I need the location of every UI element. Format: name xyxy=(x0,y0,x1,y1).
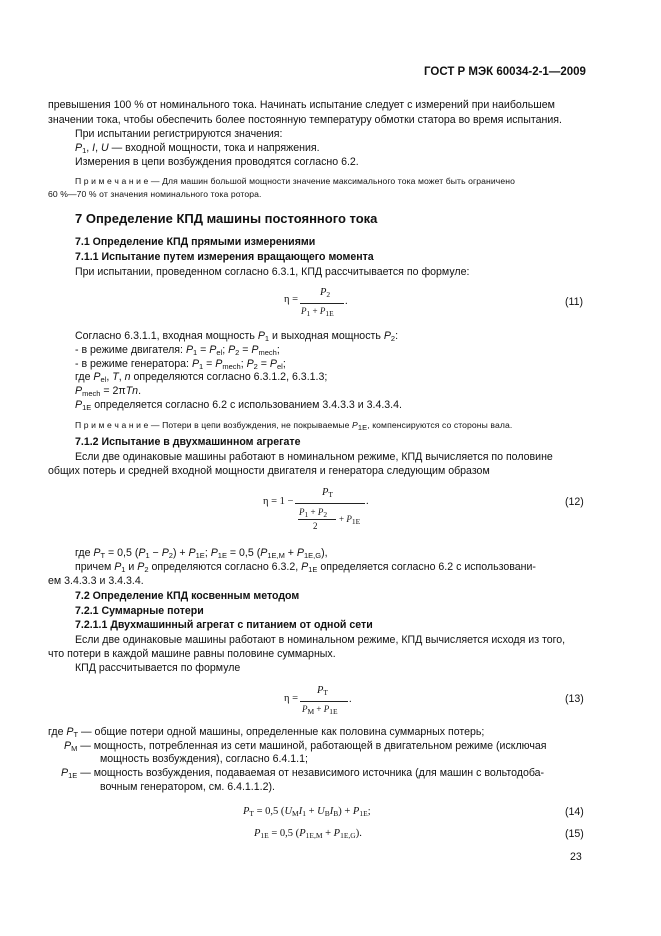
intro-line-3: При испытании регистрируются значения: xyxy=(75,128,283,140)
subsection-7-2-1-title: 7.2.1 Суммарные потери xyxy=(75,605,204,617)
equation-number-11: (11) xyxy=(565,296,584,308)
section-7-title: 7 Определение КПД машины постоянного тока xyxy=(75,211,378,226)
formula-13: η = xyxy=(284,693,299,704)
formula-14: $P_T = 0,5$ $(U_MI_1 + U_BI_B) + P_{1E}$; xyxy=(243,806,371,818)
formula-12-where-line-2: причем $P_1$ и $P_2$ определяются согласно 6.3.2, $P_{1E}$ определяется согласно 6.2 с использовани- xyxy=(75,561,536,574)
paragraph-7-1-2-line-2: общих потерь и средней входной мощности двигателя и генератора следующим образом xyxy=(48,465,490,477)
equation-number-15: (15) xyxy=(565,828,584,840)
formula-11-denominator: $P_1 + P_{1E}$ xyxy=(301,306,334,318)
note-2: П р и м е ч а н и е — Потери в цепи возбуждения, не покрываемые $P_{1E}$, компенсируются со стороны вала. xyxy=(75,420,513,432)
formula-11: η = xyxy=(284,294,299,305)
formula-12-inner-denominator: 2 xyxy=(313,521,318,531)
intro-line-4: $P_1$, I, U — входной мощности, тока и напряжения. xyxy=(75,142,320,155)
formula-11-numerator: $P_2$ xyxy=(320,287,331,299)
subsection-7-1-1-title: 7.1.1 Испытание путем измерения вращающего момента xyxy=(75,251,374,263)
where-item-pm-cont: мощность возбуждения), согласно 6.4.1.1; xyxy=(100,753,308,765)
note-1-line-1: П р и м е ч а н и е — Для машин большой мощности значение максимального тока может быть ограничено xyxy=(75,176,515,186)
formula-13-fraction-bar xyxy=(300,701,348,702)
formula-12-fraction-bar xyxy=(295,503,365,504)
formula-11-fraction-bar xyxy=(300,303,344,304)
where-item-p1e-cont: вочным генератором, см. 6.4.1.1.2). xyxy=(100,781,275,793)
formula-12-inner-numerator: $P_1 + P_2$ xyxy=(299,507,328,519)
paragraph-7-2-1-1-line-2: что потери в каждой машине равны половине суммарных. xyxy=(48,648,336,660)
paragraph-7-1-1: При испытании, проведенном согласно 6.3.1, КПД рассчитывается по формуле: xyxy=(75,266,470,278)
formula-13-denominator: $P_M + P_{1E}$ xyxy=(302,704,338,716)
equation-number-14: (14) xyxy=(565,806,584,818)
definition-line-3: - в режиме генератора: $P_1 = P_{mech}$; $P_2 = P_{el}$; xyxy=(75,358,286,371)
intro-line-2: значении тока, чтобы обеспечить более постоянную температуру обмотки статора во время испытания. xyxy=(48,114,562,126)
formula-12-where-line-3: ем 3.4.3.3 и 3.4.3.4. xyxy=(48,575,144,587)
formula-12-where: где $P_T = 0,5$ $(P_1 - P_2) + P_{1E}$; $P_{1E} = 0,5$ $(P_{1E,M} + P_{1E,G})$, xyxy=(75,547,328,560)
subsection-7-2-title: 7.2 Определение КПД косвенным методом xyxy=(75,590,300,602)
where-item-pm: $P_M$ — мощность, потребленная из сети машиной, работающей в двигательном режиме (исключая xyxy=(64,740,547,753)
formula-12: η = 1 − xyxy=(263,496,294,507)
formula-12-inner-fraction-bar xyxy=(298,519,336,520)
definition-line-2: - в режиме двигателя: $P_1 = P_{el}$; $P_2 = P_{mech}$; xyxy=(75,344,280,357)
formula-12-numerator: $P_T$ xyxy=(322,487,334,499)
definition-line-5: $P_{mech} = 2\pi Tn$. xyxy=(75,385,142,398)
where-item-p1e: $P_{1E}$ — мощность возбуждения, подаваемая от независимого источника (для машин с вольтодоба- xyxy=(61,767,545,780)
definition-line-6: $P_{1E}$ определяется согласно 6.2 с использованием 3.4.3.3 и 3.4.3.4. xyxy=(75,399,402,412)
paragraph-7-2-1-1-line-1: Если две одинаковые машины работают в номинальном режиме, КПД вычисляется исходя из того, xyxy=(75,634,566,646)
subsection-7-2-1-1-title: 7.2.1.1 Двухмашинный агрегат с питанием от одной сети xyxy=(75,619,373,631)
equation-number-13: (13) xyxy=(565,693,584,705)
page-number: 23 xyxy=(570,851,582,863)
subsection-7-1-title: 7.1 Определение КПД прямыми измерениями xyxy=(75,236,316,248)
formula-15: $P_{1E} = 0,5$ $(P_{1E,M} + P_{1E,G})$. xyxy=(254,828,362,840)
where-item-pt: где $P_T$ — общие потери одной машины, определенные как половина суммарных потерь; xyxy=(48,726,485,739)
document-header: ГОСТ Р МЭК 60034-2-1—2009 xyxy=(424,66,586,78)
note-1-line-2: 60 %—70 % от значения номинального тока ротора. xyxy=(48,189,262,199)
intro-line-1: превышения 100 % от номинального тока. Начинать испытание следует с измерений при наибольшем xyxy=(48,99,555,111)
paragraph-7-2-1-1-line-3: КПД рассчитывается по формуле xyxy=(75,662,241,674)
paragraph-7-1-2-line-1: Если две одинаковые машины работают в номинальном режиме, КПД вычисляется по половине xyxy=(75,451,553,463)
definition-line-4: где $P_{el}$, T, n определяются согласно 6.3.1.2, 6.3.1.3; xyxy=(75,371,328,384)
intro-line-5: Измерения в цепи возбуждения проводятся согласно 6.2. xyxy=(75,156,359,168)
equation-number-12: (12) xyxy=(565,496,584,508)
definition-line-1: Согласно 6.3.1.1, входная мощность $P_1$ и выходная мощность $P_2$: xyxy=(75,330,399,343)
subsection-7-1-2-title: 7.1.2 Испытание в двухмашинном агрегате xyxy=(75,436,301,448)
formula-13-numerator: $P_T$ xyxy=(317,685,329,697)
formula-12-denominator-tail: + $P_{1E}$ xyxy=(339,514,361,526)
